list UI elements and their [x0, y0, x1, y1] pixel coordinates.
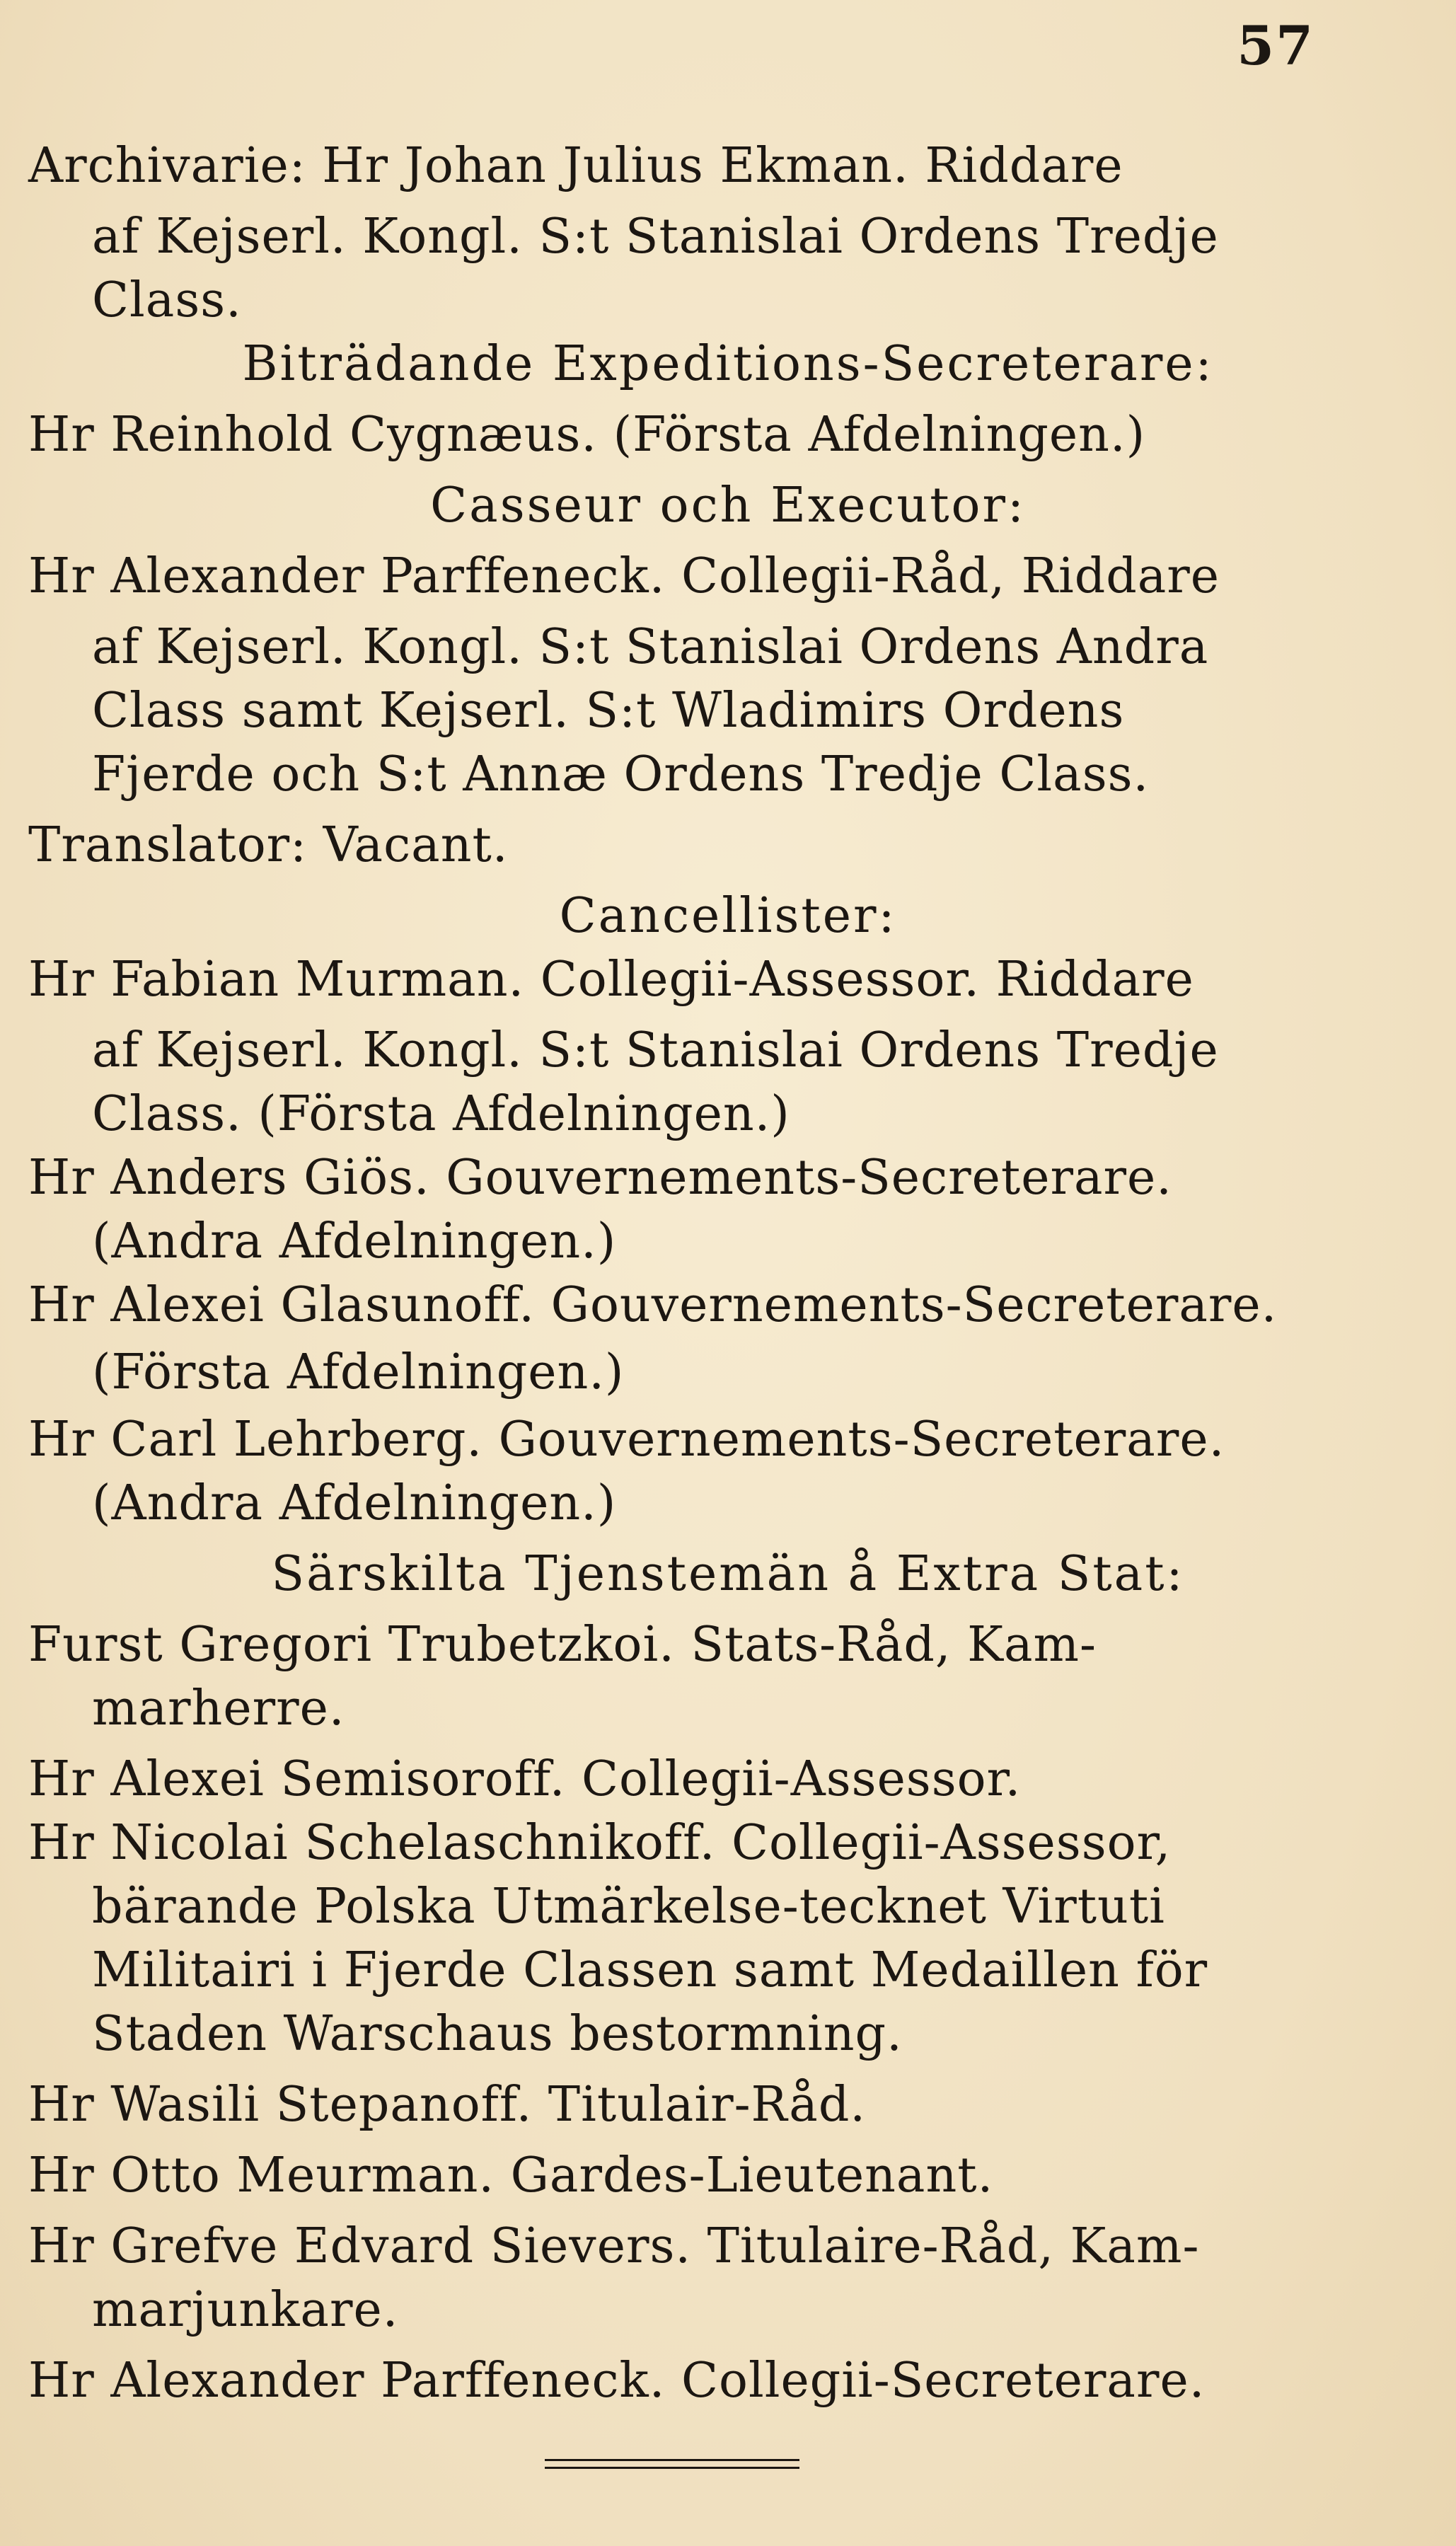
text-line: Hr Alexander Parffeneck. Collegii-Råd, Riddare [28, 548, 1220, 604]
text-line: marherre. [92, 1681, 345, 1736]
text-line: Furst Gregori Trubetzkoi. Stats-Råd, Kam- [28, 1617, 1097, 1673]
text-line: Hr Wasili Stepanoff. Titulair-Råd. [28, 2077, 866, 2133]
text-line: Hr Otto Meurman. Gardes-Lieutenant. [28, 2148, 994, 2204]
text-line: (Andra Afdelningen.) [92, 1475, 617, 1531]
text-line: Class samt Kejserl. S:t Wladimirs Ordens [92, 683, 1125, 739]
text-line: Class. [92, 272, 242, 328]
text-line: marjunkare. [92, 2282, 399, 2338]
text-line: af Kejserl. Kongl. S:t Stanislai Ordens Tredje [92, 1023, 1219, 1078]
text-line: (Första Afdelningen.) [92, 1344, 625, 1400]
section-heading: Biträdande Expeditions-Secreterare: [242, 336, 1214, 392]
text-line: Fjerde och S:t Annæ Ordens Tredje Class. [92, 747, 1150, 802]
text-line: Hr Alexander Parffeneck. Collegii-Secreterare. [28, 2353, 1206, 2409]
text-line: af Kejserl. Kongl. S:t Stanislai Ordens Tredje [92, 209, 1219, 265]
text-line: Archivarie: Hr Johan Julius Ekman. Riddare [28, 138, 1123, 194]
text-line: Hr Reinhold Cygnæus. (Första Afdelningen.) [28, 407, 1146, 463]
text-line: (Andra Afdelningen.) [92, 1214, 617, 1269]
section-heading: Särskilta Tjenstemän å Extra Stat: [271, 1546, 1185, 1602]
section-heading: Cancellister: [559, 888, 897, 944]
end-rule [545, 2459, 799, 2469]
text-line: Hr Nicolai Schelaschnikoff. Collegii-Assessor, [28, 1815, 1172, 1871]
text-line: Hr Carl Lehrberg. Gouvernements-Secreterare. [28, 1412, 1225, 1468]
text-line: Translator: Vacant. [28, 817, 509, 873]
text-line: Staden Warschaus bestormning. [92, 2006, 903, 2062]
text-line: Hr Grefve Edvard Sievers. Titulaire-Råd, Kam- [28, 2218, 1200, 2274]
text-line: af Kejserl. Kongl. S:t Stanislai Ordens Andra [92, 619, 1209, 675]
text-line: Militairi i Fjerde Classen samt Medaillen för [92, 1942, 1208, 1998]
section-heading: Casseur och Executor: [430, 478, 1026, 534]
text-line: Hr Anders Giös. Gouvernements-Secreterare. [28, 1150, 1172, 1206]
text-line: Class. (Första Afdelningen.) [92, 1086, 790, 1142]
text-line: bärande Polska Utmärkelse-tecknet Virtuti [92, 1879, 1165, 1935]
text-line: Hr Fabian Murman. Collegii-Assessor. Riddare [28, 952, 1194, 1008]
text-line: Hr Alexei Glasunoff. Gouvernements-Secreterare. [28, 1277, 1278, 1333]
text-line: Hr Alexei Semisoroff. Collegii-Assessor. [28, 1751, 1022, 1807]
page-number: 57 [1237, 14, 1315, 77]
